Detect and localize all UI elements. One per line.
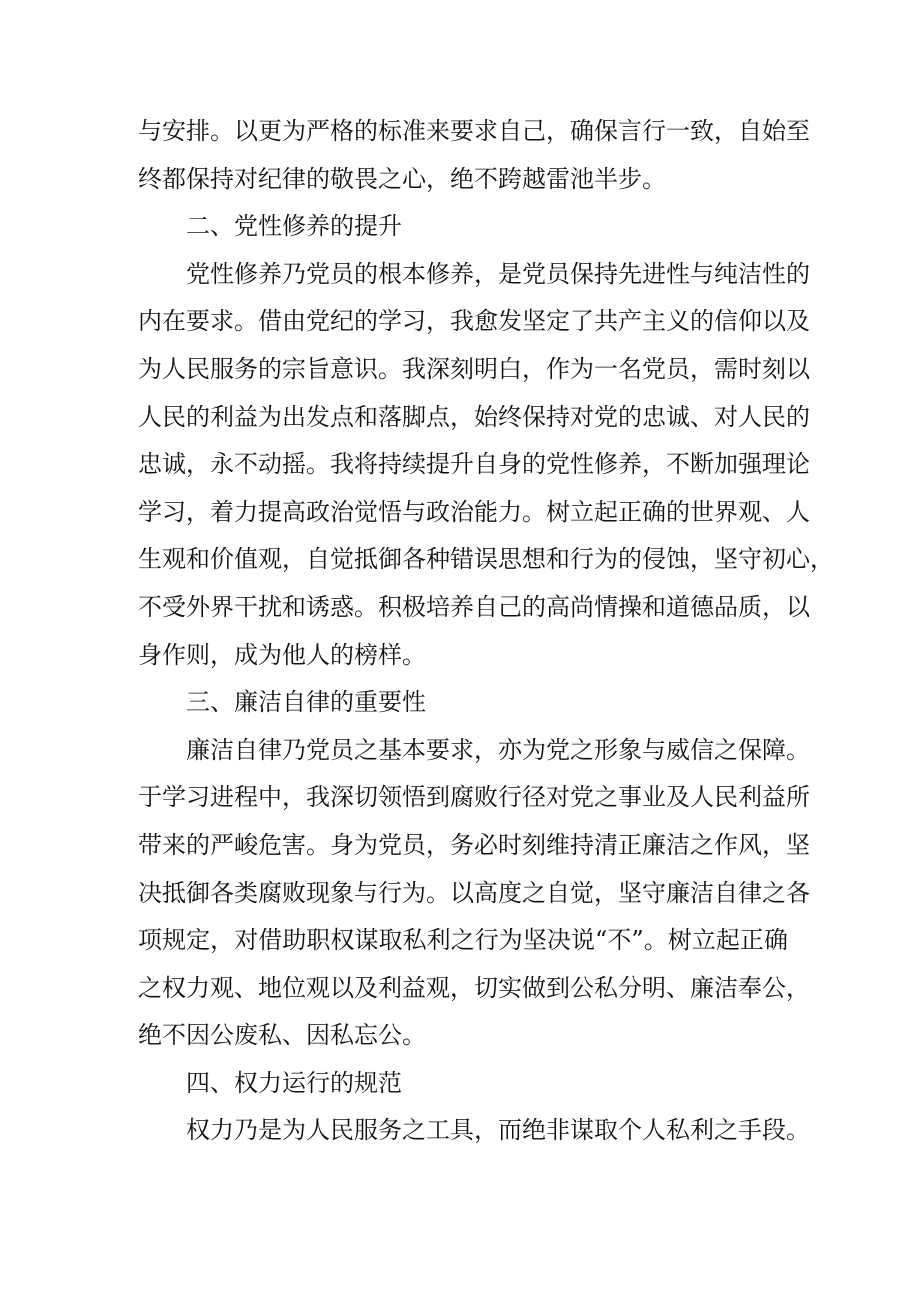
paragraph-line: 绝不因公废私、因私忘公。 [138, 1021, 426, 1050]
paragraph-line: 廉洁自律乃党员之基本要求，亦为党之形象与威信之保障。 [186, 735, 810, 764]
paragraph-line: 人民的利益为出发点和落脚点，始终保持对党的忠诚、对人民的 [138, 402, 810, 431]
paragraph-line: 忠诚，永不动摇。我将持续提升自身的党性修养，不断加强理论 [138, 450, 810, 479]
paragraph-line: 终都保持对纪律的敬畏之心，绝不跨越雷池半步。 [138, 164, 666, 193]
paragraph-line: 带来的严峻危害。身为党员，务必时刻维持清正廉洁之作风，坚 [138, 830, 810, 859]
paragraph-line: 内在要求。借由党纪的学习，我愈发坚定了共产主义的信仰以及 [138, 307, 810, 336]
paragraph-line: 学习，着力提高政治觉悟与政治能力。树立起正确的世界观、人 [138, 497, 810, 526]
paragraph-line: 于学习进程中，我深切领悟到腐败行径对党之事业及人民利益所 [138, 783, 810, 812]
paragraph-line: 党性修养乃党员的根本修养，是党员保持先进性与纯洁性的 [186, 259, 810, 288]
paragraph-line: 项规定，对借助职权谋取私利之行为坚决说“不”。树立起正确 [138, 926, 788, 955]
paragraph-line: 权力乃是为人民服务之工具，而绝非谋取个人私利之手段。 [186, 1116, 810, 1145]
section-heading-power: 四、权力运行的规范 [186, 1068, 402, 1097]
section-heading-integrity: 三、廉洁自律的重要性 [186, 688, 426, 717]
paragraph-line: 之权力观、地位观以及利益观，切实做到公私分明、廉洁奉公， [138, 973, 810, 1002]
section-heading-party-spirit: 二、党性修养的提升 [186, 212, 402, 241]
paragraph-line: 不受外界干扰和诱惑。积极培养自己的高尚情操和道德品质，以 [138, 592, 810, 621]
paragraph-line: 为人民服务的宗旨意识。我深刻明白，作为一名党员，需时刻以 [138, 354, 810, 383]
paragraph-line: 决抵御各类腐败现象与行为。以高度之自觉，坚守廉洁自律之各 [138, 878, 810, 907]
document-body [138, 108, 834, 1155]
paragraph-line: 生观和价值观，自觉抵御各种错误思想和行为的侵蚀，坚守初心， [138, 545, 834, 574]
paragraph-line: 与安排。以更为严格的标准来要求自己，确保言行一致，自始至 [138, 117, 810, 145]
paragraph-line: 身作则，成为他人的榜样。 [138, 640, 426, 669]
